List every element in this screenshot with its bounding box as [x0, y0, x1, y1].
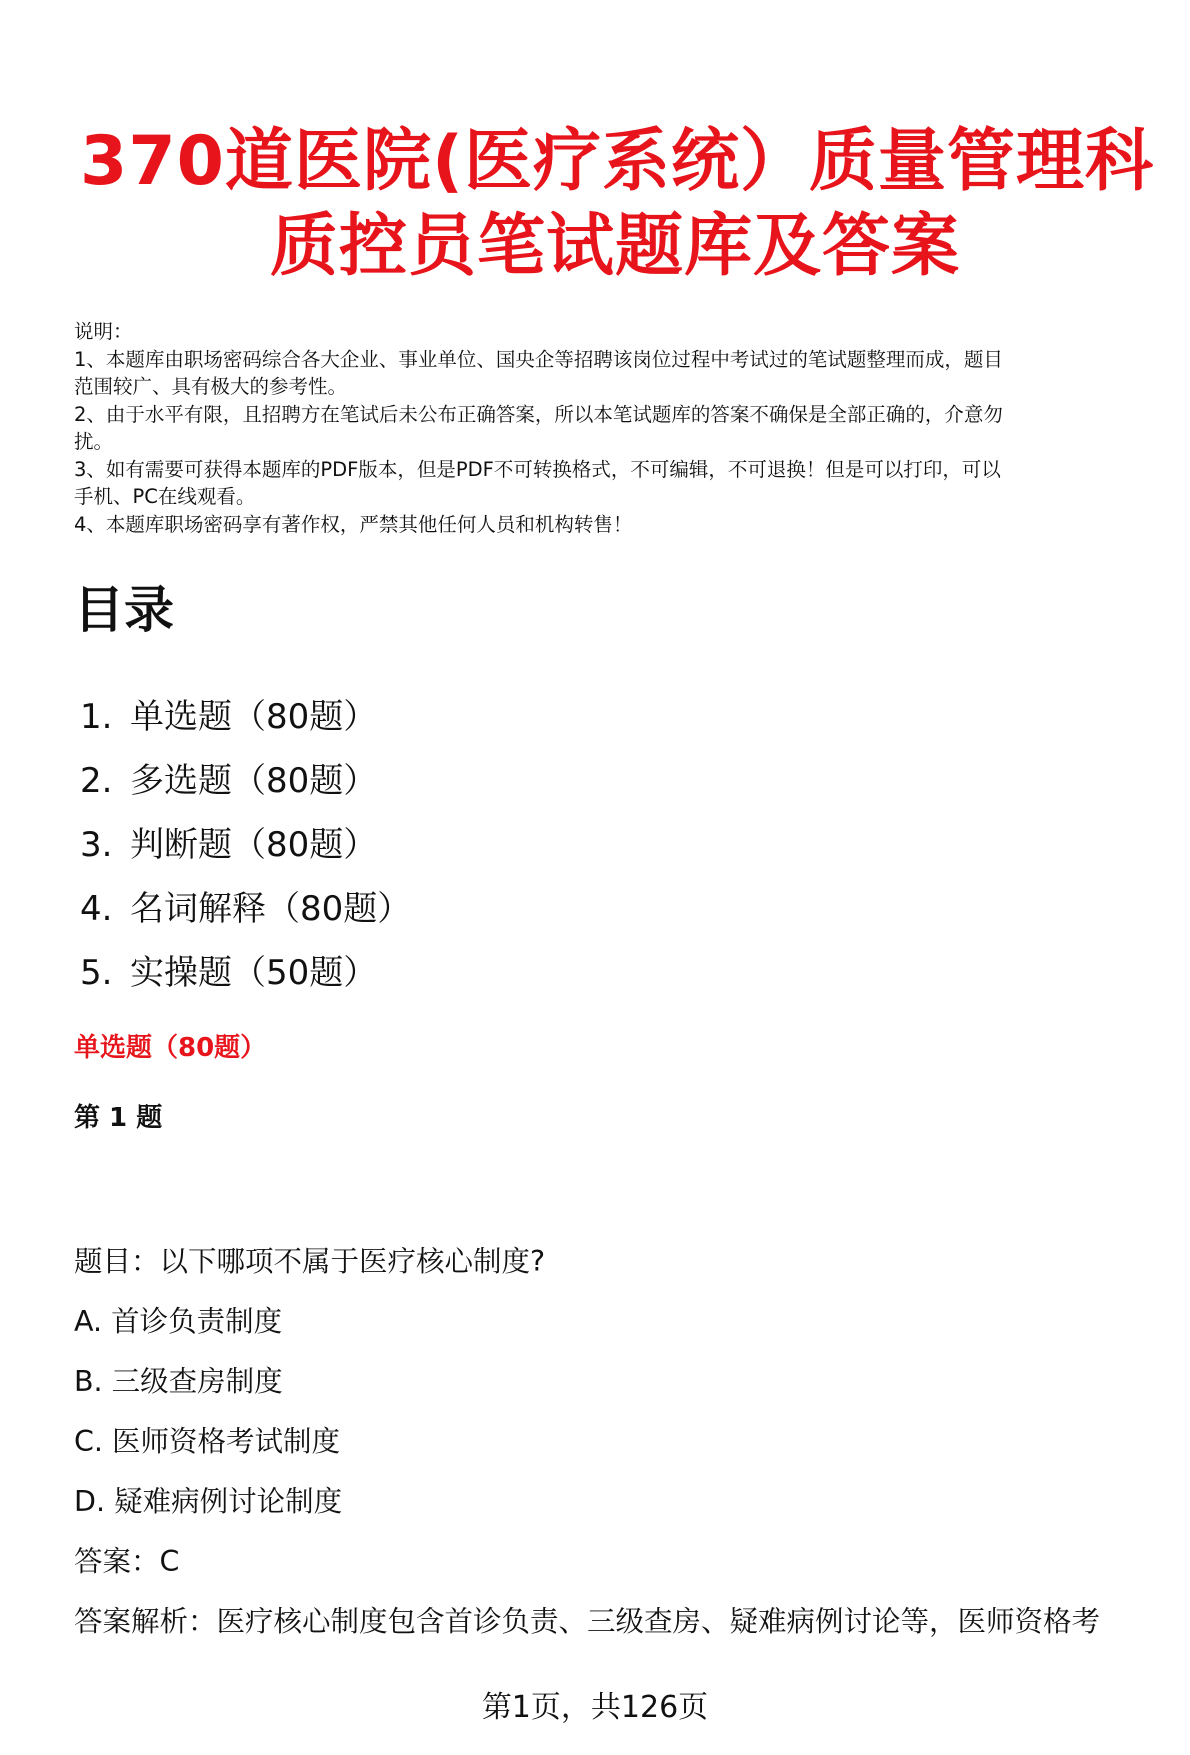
- toc-item-number: 4.: [80, 889, 113, 929]
- notes-line: 3、如有需要可获得本题库的PDF版本，但是PDF不可转换格式，不可编辑，不可退换！但是可以打印，可以: [74, 457, 1001, 481]
- notes-line: 手机、PC在线观看。: [74, 485, 256, 508]
- option-b: B. 三级查房制度: [74, 1365, 283, 1398]
- option-a: A. 首诊负责制度: [74, 1305, 283, 1338]
- toc-item-label: 判断题（80题）: [130, 825, 378, 865]
- toc-item-number: 1.: [80, 697, 113, 737]
- page-footer: 第1页，共126页: [481, 1690, 709, 1725]
- toc-item-label: 单选题（80题）: [130, 697, 378, 737]
- toc-item-single-choice[interactable]: [80, 685, 411, 749]
- option-d: D. 疑难病例讨论制度: [74, 1485, 343, 1518]
- notes-line: 1、本题库由职场密码综合各大企业、事业单位、国央企等招聘该岗位过程中考试过的笔试题整理而成，题目: [74, 347, 1003, 371]
- notes-line: 扰。: [74, 430, 114, 453]
- toc-item-label: 实操题（50题）: [130, 953, 378, 993]
- option-c: C. 医师资格考试制度: [74, 1425, 341, 1458]
- notes-block: [74, 318, 1154, 538]
- toc-item-number: 2.: [80, 761, 113, 801]
- question-stem: 题目：以下哪项不属于医疗核心制度?: [74, 1245, 546, 1278]
- toc-item-number: 3.: [80, 825, 113, 865]
- document-title-line-2: 质控员笔试题库及答案: [269, 207, 960, 286]
- notes-line: 2、由于水平有限，且招聘方在笔试后未公布正确答案，所以本笔试题库的答案不确保是全部正确的，介意勿: [74, 402, 1003, 426]
- notes-line: 4、本题库职场密码享有著作权，严禁其他任何人员和机构转售！: [74, 512, 633, 536]
- toc-heading: 目录: [74, 581, 174, 639]
- notes-heading: 说明：: [74, 320, 133, 343]
- answer-explanation: 答案解析：医疗核心制度包含首诊负责、三级查房、疑难病例讨论等，医师资格考: [74, 1605, 1101, 1638]
- toc-item-multiple-choice[interactable]: [80, 749, 411, 813]
- toc-item-practical[interactable]: [80, 941, 411, 1005]
- toc-item-label: 多选题（80题）: [130, 761, 378, 801]
- toc-item-true-false[interactable]: [80, 813, 411, 877]
- section-title: 单选题（80题）: [74, 1033, 267, 1063]
- answer: 答案：C: [74, 1545, 180, 1578]
- toc-item-label: 名词解释（80题）: [130, 889, 412, 929]
- notes-line: 范围较广、具有极大的参考性。: [74, 375, 348, 398]
- document-title-line-1: 370道医院(医疗系统）质量管理科: [80, 122, 1155, 201]
- question-number: 第 1 题: [74, 1103, 163, 1133]
- toc-item-number: 5.: [80, 953, 113, 993]
- toc-item-term-definition[interactable]: [80, 877, 411, 941]
- table-of-contents: [80, 685, 411, 1005]
